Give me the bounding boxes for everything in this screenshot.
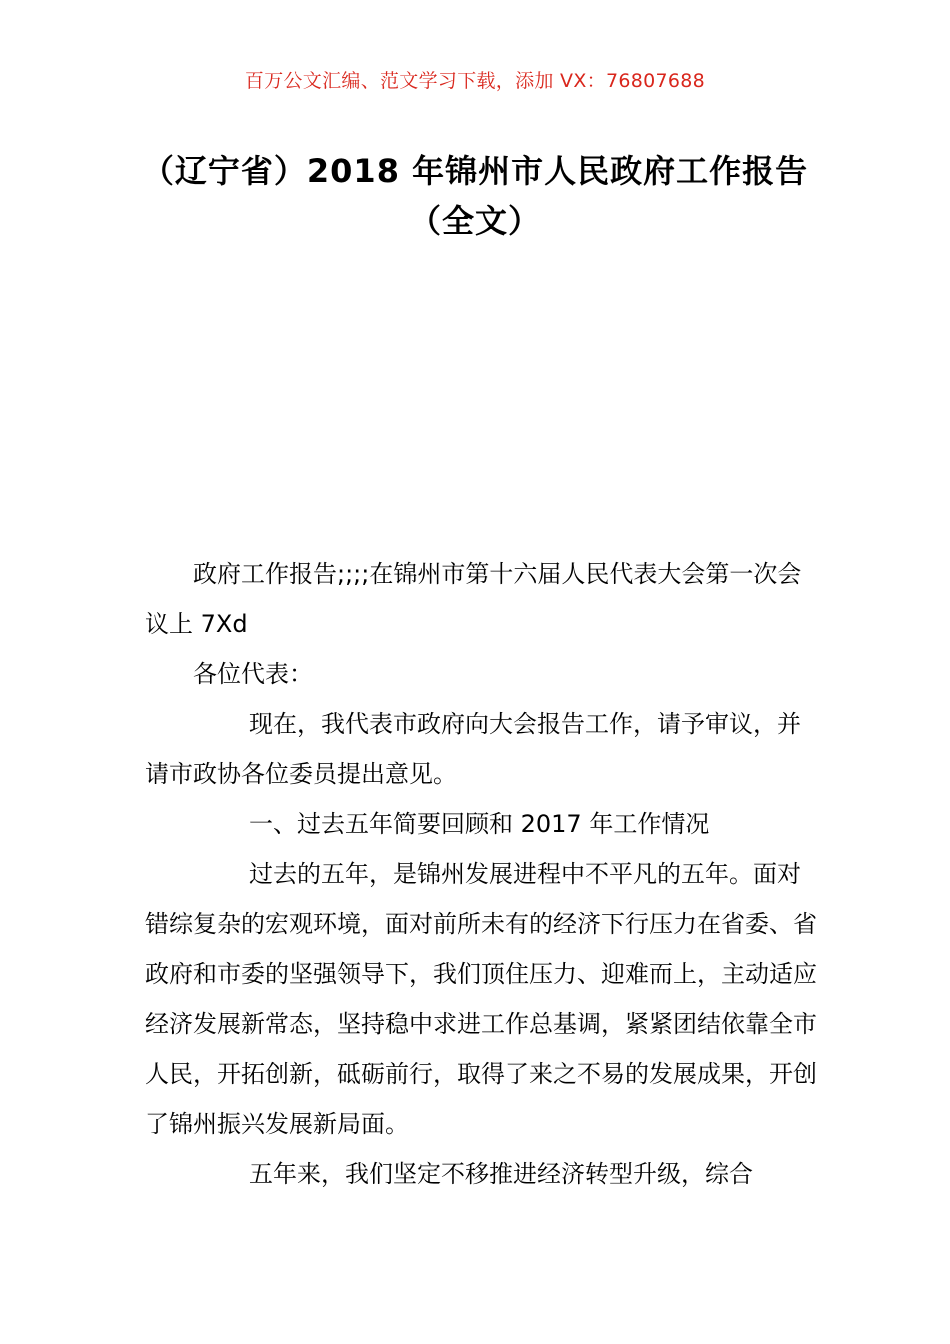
section-heading: 一、过去五年简要回顾和 2017 年工作情况 (249, 810, 710, 838)
paragraph-review: 过去的五年，是锦州发展进程中不平凡的五年。面对错综复杂的宏观环境，面对前所未有的经济下行压力在省委、省政府和市委的坚强领导下，我们顶住压力、迎难而上，主动适应经济发展新常态，坚持稳中求进工作总基调，紧紧团结依靠全市人民，开拓创新，砥砺前行，取得了来之不易的发展成果，开创了锦州振兴发展新局面。 (145, 860, 817, 1138)
paragraph-report-subtitle: 政府工作报告;;;;在锦州市第十六届人民代表大会第一次会议上 7Xd (145, 560, 802, 638)
document-body (145, 549, 817, 1199)
paragraph-salutation: 各位代表： (193, 660, 313, 688)
paragraph-five-years: 五年来，我们坚定不移推进经济转型升级，综合 (249, 1160, 753, 1188)
document-title: （辽宁省）2018 年锦州市人民政府工作报告（全文） (141, 152, 809, 240)
header-note: 百万公文汇编、范文学习下载，添加 VX：76807688 (244, 70, 706, 92)
paragraph-opening: 现在，我代表市政府向大会报告工作，请予审议，并请市政协各位委员提出意见。 (145, 710, 801, 788)
